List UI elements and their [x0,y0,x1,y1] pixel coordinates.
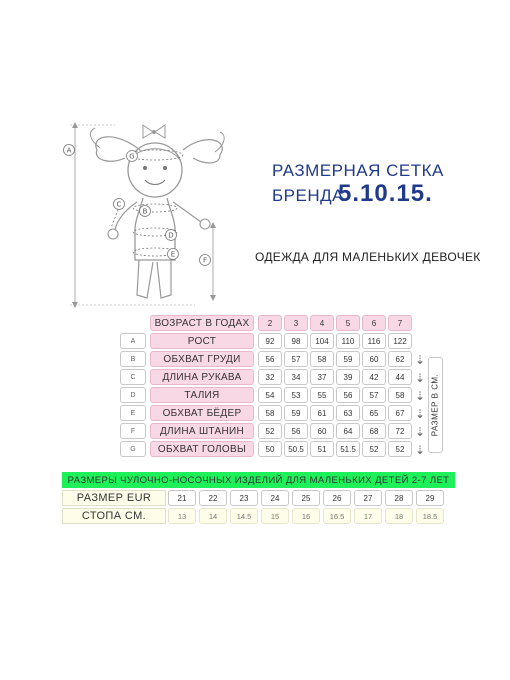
svg-text:B: B [142,207,148,216]
size-cell: 65 [362,405,386,421]
eur-size-label: РАЗМЕР EUR [62,490,166,506]
girl-measurement-illustration [55,110,245,315]
eur-size-cell: 26 [323,490,351,506]
size-cell: 60 [362,351,386,367]
foot-length-cell: 14 [199,508,227,524]
size-cell: 60 [310,423,334,439]
size-cell: 52 [388,441,412,457]
size-cell: 58 [258,405,282,421]
brand-name: 5.10.15. [338,180,433,207]
size-cell: 56 [258,351,282,367]
eur-size-cell: 28 [385,490,413,506]
svg-text:D: D [168,231,174,240]
size-cell: 42 [362,369,386,385]
size-cell: 98 [284,333,308,349]
size-cell: 58 [310,351,334,367]
row-letter: E [120,405,146,421]
row-label: ДЛИНА ШТАНИН [150,423,254,439]
svg-text:C: C [116,200,122,209]
size-cell: 56 [284,423,308,439]
size-cell: 57 [362,387,386,403]
age-header-cell: 5 [336,315,360,331]
row-letter: A [120,333,146,349]
size-cell: 52 [362,441,386,457]
eur-size-cell: 27 [354,490,382,506]
arrow-down-icon: ⇣ [415,371,426,385]
foot-length-cell: 16.5 [323,508,351,524]
row-letter: D [120,387,146,403]
age-header-label: ВОЗРАСТ В ГОДАХ [150,315,254,331]
row-label: РОСТ [150,333,254,349]
age-header-cell: 4 [310,315,334,331]
row-label: ТАЛИЯ [150,387,254,403]
foot-length-cell: 18 [385,508,413,524]
size-cell: 34 [284,369,308,385]
row-letter: B [120,351,146,367]
row-letter: F [120,423,146,439]
row-letter: C [120,369,146,385]
eur-size-cell: 29 [416,490,444,506]
size-cell: 58 [388,387,412,403]
size-cell: 72 [388,423,412,439]
size-cell: 53 [284,387,308,403]
eur-size-cell: 22 [199,490,227,506]
size-cell: 104 [310,333,334,349]
size-cell: 68 [362,423,386,439]
foot-length-cell: 16 [292,508,320,524]
row-label: ДЛИНА РУКАВА [150,369,254,385]
measure-label-d [166,230,177,241]
eur-size-cell: 25 [292,490,320,506]
size-cell: 50.5 [284,441,308,457]
measure-label-b [140,206,151,217]
svg-text:A: A [66,146,72,155]
age-header-cell: 2 [258,315,282,331]
size-cell: 59 [336,351,360,367]
size-cell: 57 [284,351,308,367]
title-line1: РАЗМЕРНАЯ СЕТКА [272,161,444,180]
measure-label-c [114,199,125,210]
eur-size-cell: 21 [168,490,196,506]
arrow-down-icon: ⇣ [415,425,426,439]
measure-label-a [64,145,75,156]
measure-label-e [168,249,179,260]
size-cell: 55 [310,387,334,403]
size-cell: 50 [258,441,282,457]
size-cell: 56 [336,387,360,403]
svg-text:F: F [202,256,208,265]
size-cell: 92 [258,333,282,349]
age-header-cell: 7 [388,315,412,331]
size-cell: 59 [284,405,308,421]
age-header-cell: 6 [362,315,386,331]
size-cell: 62 [388,351,412,367]
size-cell: 52 [258,423,282,439]
size-cell: 110 [336,333,360,349]
foot-length-cell: 18.5 [416,508,444,524]
hosiery-banner: РАЗМЕРЫ ЧУЛОЧНО-НОСОЧНЫХ ИЗДЕЛИЙ ДЛЯ МАЛЕНЬКИХ ДЕТЕЙ 2-7 ЛЕТ [62,472,455,488]
size-cell: 37 [310,369,334,385]
age-header-cell: 3 [284,315,308,331]
arrow-down-icon: ⇣ [415,389,426,403]
foot-length-label: СТОПА СМ. [62,508,166,524]
size-cell: 61 [310,405,334,421]
measure-label-f [200,255,211,266]
measure-label-g [127,151,138,162]
size-cell: 122 [388,333,412,349]
svg-text:E: E [170,250,176,259]
size-cell: 54 [258,387,282,403]
unit-label: РАЗМЕР В СМ. [430,373,440,437]
title-line2: БРЕНДА [272,186,344,205]
foot-length-cell: 17 [354,508,382,524]
size-cell: 32 [258,369,282,385]
svg-text:G: G [129,152,135,161]
arrow-down-icon: ⇣ [415,443,426,457]
arrow-down-icon: ⇣ [415,407,426,421]
row-label: ОБХВАТ БЁДЕР [150,405,254,421]
size-cell: 67 [388,405,412,421]
subtitle: ОДЕЖДА ДЛЯ МАЛЕНЬКИХ ДЕВОЧЕК [255,250,481,264]
size-cell: 63 [336,405,360,421]
arrow-down-icon: ⇣ [415,353,426,367]
size-cell: 51 [310,441,334,457]
foot-length-cell: 13 [168,508,196,524]
row-label: ОБХВАТ ГРУДИ [150,351,254,367]
foot-length-cell: 15 [261,508,289,524]
eur-size-cell: 24 [261,490,289,506]
size-cell: 64 [336,423,360,439]
row-letter: G [120,441,146,457]
size-cell: 51.5 [336,441,360,457]
foot-length-cell: 14.5 [230,508,258,524]
row-label: ОБХВАТ ГОЛОВЫ [150,441,254,457]
size-cell: 116 [362,333,386,349]
size-cell: 44 [388,369,412,385]
size-cell: 39 [336,369,360,385]
eur-size-cell: 23 [230,490,258,506]
